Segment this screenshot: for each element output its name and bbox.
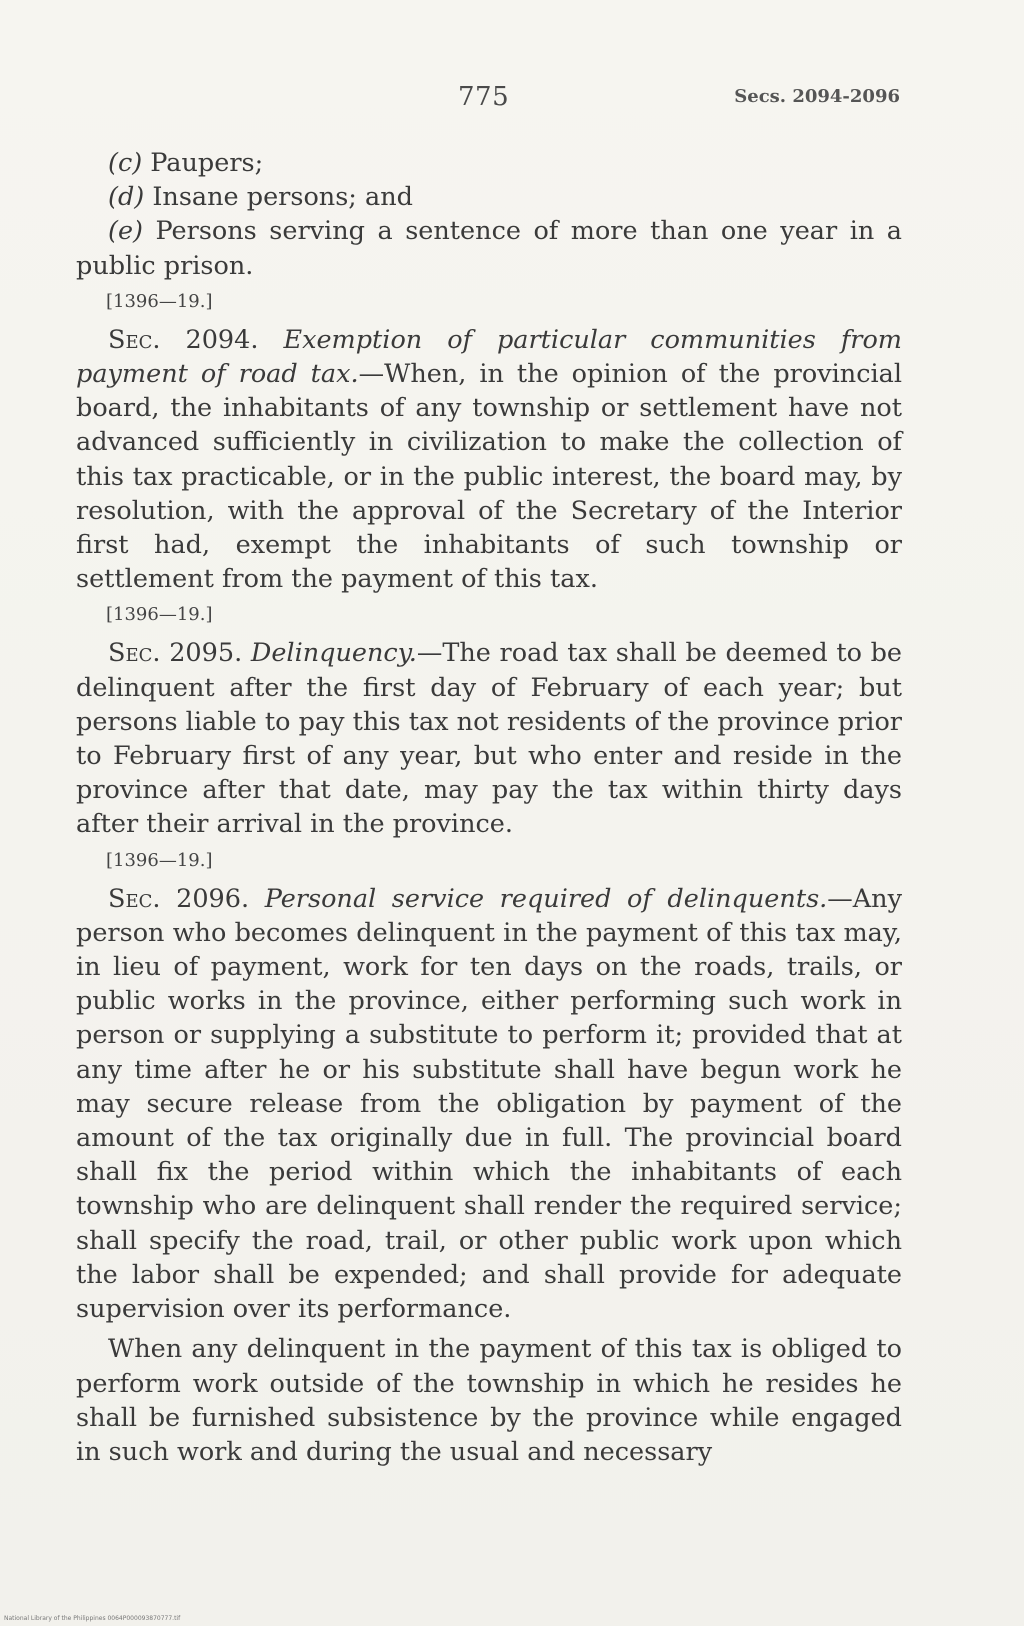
section-number: 2096. [176,883,250,914]
list-item-d [76,180,902,214]
section-body: —Any person who becomes delinquent in the payment of this tax may, in lieu of payment, work for ten days on the roads, trails, or public works in the province, either performing such work in person or supplying a substitute to perform it; provided that at any time after he or his substitute shall have begun work he may secure release from the obligation by payment of the amount of the tax originally due in full. The provincial board shall fix the period within which the inhabitants of each township who are delinquent shall render the required service; shall specify the road, trail, or other public work upon which the labor shall be expended; and shall provide for adequate supervision over its performance. [76,883,903,1325]
citation: [1396—19.] [106,290,213,312]
list-item-e [76,214,902,282]
section-number: 2095. [169,638,243,669]
list-label: (d) [108,182,145,213]
closing-paragraph: When any delinquent in the payment of this tax is obliged to perform work outside of the township in which he resides he shall be furnished subsistence by the province while engaged in such work and during the usual and necessary [76,1334,902,1467]
list-text: Insane persons; and [152,182,413,213]
section-range: Secs. 2094-2096 [734,86,900,107]
section-title: Personal service required of delinquents. [264,883,828,914]
section-label: Sec. [108,324,161,355]
page-number: 775 [458,82,510,112]
section-2096 [76,882,902,1327]
scan-footer: National Library of the Philippines 0064P000093870777.tif [4,1615,181,1622]
section-body: —The road tax shall be deemed to be delinquent after the first day of February of each year; but persons liable to pay this tax not residents of the province prior to February first of any year, but who enter and reside in the province after that date, may pay the tax within thirty days after their arrival in the province. [76,638,903,840]
section-title: Delinquency. [250,638,417,669]
page-header [0,82,1024,122]
section-2094 [76,323,902,597]
citation: [1396—19.] [106,604,213,626]
citation: [1396—19.] [106,849,213,871]
section-number: 2094. [185,324,259,355]
list-item-c [76,146,902,180]
section-2095 [76,636,902,841]
document-body [76,146,902,1469]
section-label: Sec. [108,883,161,914]
section-body: —When, in the opinion of the provincial board, the inhabitants of any township or settlement have not advanced sufficiently in civilization to make the collection of this tax practicable, or in the public interest, the board may, by resolution, with the approval of the Secretary of the Interior first had, exempt the inhabitants of such township or settlement from the payment of this tax. [76,359,902,595]
section-label: Sec. [108,638,161,669]
section-title: Exemption of particular communities from payment of road tax. [76,324,902,390]
list-text: Paupers; [150,148,264,178]
list-text: Persons serving a sentence of more than one year in a public prison. [76,216,902,281]
list-label: (c) [108,148,143,178]
list-label: (e) [108,216,143,247]
